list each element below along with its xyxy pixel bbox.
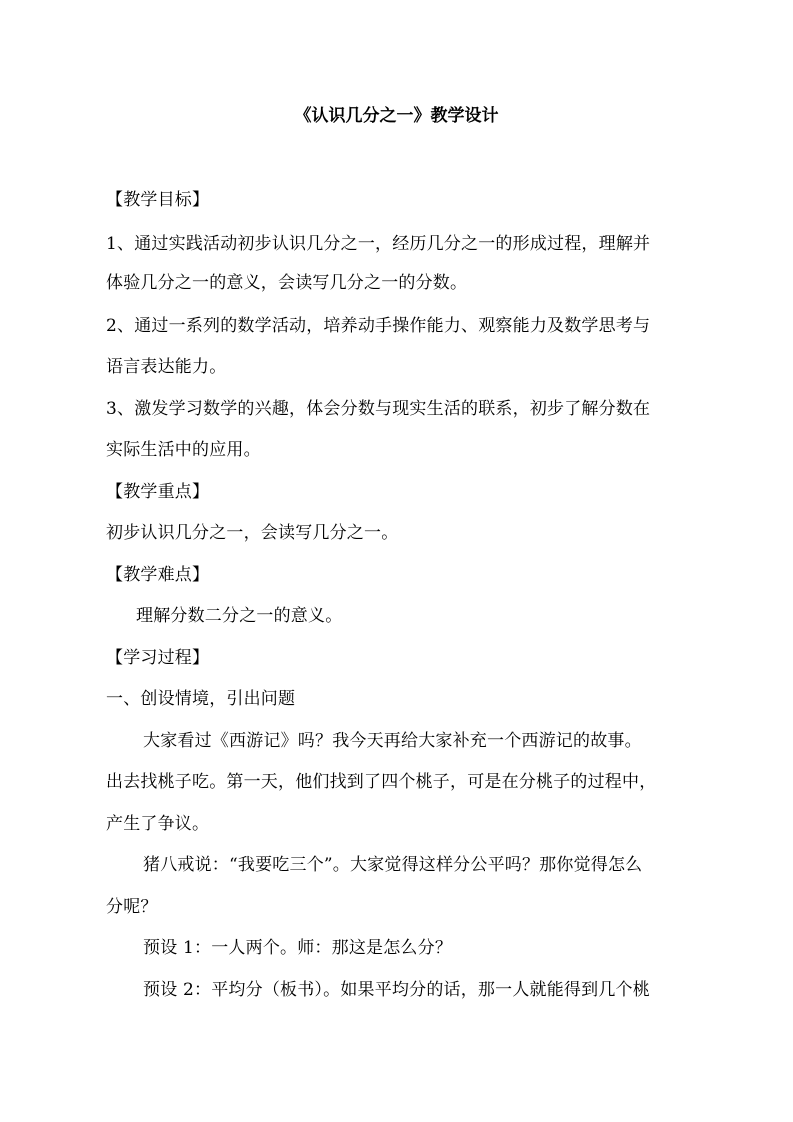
goal-1-line-1: 1、通过实践活动初步认识几分之一，经历几分之一的形成过程，理解并	[106, 234, 651, 254]
paragraph-1-line-1: 大家看过《西游记》吗？我今天再给大家补充一个西游记的故事。	[143, 731, 642, 751]
difficulty-heading: 【教学难点】	[106, 565, 210, 585]
goal-2-line-1: 2、通过一系列的数学活动，培养动手操作能力、观察能力及数学思考与	[106, 316, 651, 336]
difficulty-text: 理解分数二分之一的意义。	[136, 606, 343, 626]
preset-2: 预设 2：平均分（板书）。如果平均分的话，那一人就能得到几个桃	[143, 980, 650, 1000]
goal-2-line-2: 语言表达能力。	[106, 357, 227, 377]
goal-1-line-2: 体验几分之一的意义，会读写几分之一的分数。	[106, 273, 468, 293]
paragraph-1-line-3: 产生了争议。	[106, 814, 210, 834]
goal-3-line-1: 3、激发学习数学的兴趣，体会分数与现实生活的联系，初步了解分数在	[106, 399, 651, 419]
key-heading: 【教学重点】	[106, 482, 210, 502]
document-title: 《认识几分之一》教学设计	[294, 106, 499, 126]
paragraph-1-line-2: 出去找桃子吃。第一天，他们找到了四个桃子，可是在分桃子的过程中，	[106, 772, 657, 792]
key-text: 初步认识几分之一，会读写几分之一。	[106, 523, 399, 543]
part-1-heading: 一、创设情境，引出问题	[106, 689, 296, 709]
goals-heading: 【教学目标】	[106, 190, 210, 210]
paragraph-2-line-1: 猪八戒说：“我要吃三个”。大家觉得这样分公平吗？那你觉得怎么	[143, 855, 643, 875]
preset-1: 预设 1：一人两个。师：那这是怎么分？	[143, 938, 453, 958]
goal-3-line-2: 实际生活中的应用。	[106, 440, 261, 460]
process-heading: 【学习过程】	[106, 648, 210, 668]
paragraph-2-line-2: 分呢？	[106, 897, 158, 917]
